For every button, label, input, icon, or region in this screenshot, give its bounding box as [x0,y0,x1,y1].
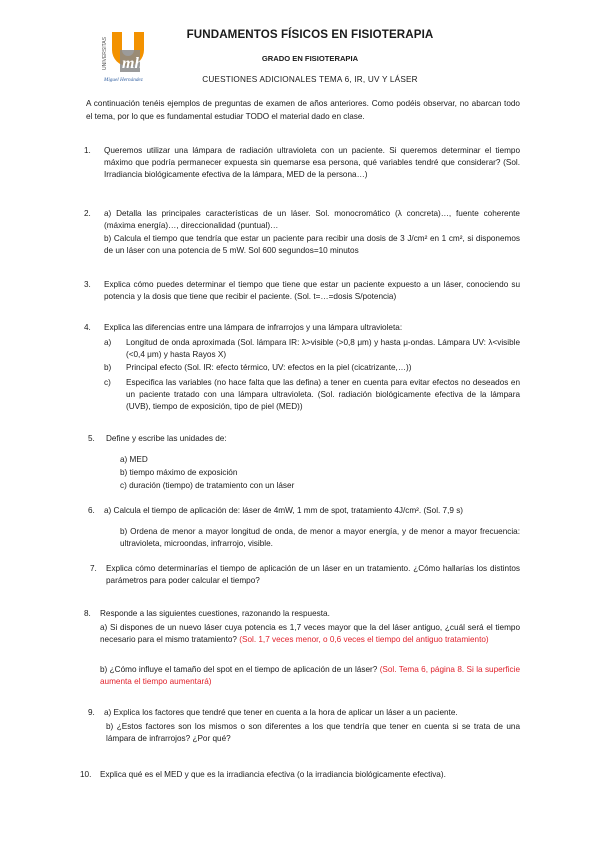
question-text: Explica las diferencias entre una lámpara de infrarrojos y una lámpara ultravioleta: [104,323,403,332]
question-part-a: a) Detalla las principales características de un láser. Sol. monocromático (λ concreta)…, fuente coherente (máxima energía)…, direccionalidad (puntual)… [104,209,520,231]
sub-label: b) [104,363,112,372]
question-text: Explica cómo determinarías el tiempo de aplicación de un láser en un tratamiento. ¿Cómo hallarías los distintos parámetros para poder calcular el tiempo? [106,564,520,586]
question-part-a: a) Explica los factores que tendré que tener en cuenta a la hora de aplicar un láser a un paciente. [104,708,458,717]
part-a-solution: (Sol. 1,7 veces menor, o 0,6 veces el tiempo del antiguo tratamiento) [239,635,489,645]
university-logo-icon [100,28,158,84]
question-number: 8. [84,609,91,618]
sub-item-b: Principal efecto (Sol. IR: efecto térmico, UV: efectos en la piel (cicatrizante,…)) [126,363,412,372]
part-b-text: b) ¿Cómo influye el tamaño del spot en el tiempo de aplicación de un láser? [100,665,378,674]
document-title: FUNDAMENTOS FÍSICOS EN FISIOTERAPIA [186,28,434,41]
document-subtitle: GRADO EN FISIOTERAPIA [261,54,359,63]
question-part-b [100,664,520,688]
question-part-b: b) Ordena de menor a mayor longitud de onda, de menor a mayor energía, y de menor a mayor frecuencia: ultravioleta, microondas, infrarrojo, visible. [120,527,520,549]
question-number: 6. [88,506,95,515]
question-number: 9. [88,708,95,717]
question-number: 5. [88,434,95,443]
logo-vertical-text: UNIVERSITAS [102,37,108,70]
sub-label: a) [104,338,112,347]
sub-label: c) [104,378,111,387]
part-a-text: a) Si dispones de un nuevo láser cuya potencia es 1,7 veces mayor que la del láser antiguo, ¿cuál será el tiempo necesario para el mismo tratamiento? [100,623,520,645]
question-text: Explica cómo puedes determinar el tiempo que tiene que estar un paciente expuesto a un láser, conociendo su potencia y la dosis que tiene que recibir el paciente. (Sol. t=…=dosis S/potencia) [104,280,520,302]
question-text: Explica qué es el MED y que es la irradiancia efectiva (o la irradiancia biológicamente efectiva). [100,770,446,779]
svg-text:mh: mh [122,55,144,72]
sub-item-b: b) tiempo máximo de exposición [120,468,238,477]
question-text: Responde a las siguientes cuestiones, razonando la respuesta. [100,609,330,618]
sub-item-a: a) MED [120,455,148,464]
university-logo [100,28,158,84]
question-number: 1. [84,146,91,155]
document-topic: CUESTIONES ADICIONALES TEMA 6, IR, UV Y LÁSER [202,75,418,84]
question-part-b: b) Calcula el tiempo que tendría que estar un paciente para recibir una dosis de 3 J/cm² en 1 cm², si disponemos de un láser con una potencia de 5 mW. Sol 600 segundos=10 minutos [104,234,520,256]
question-part-b: b) ¿Estos factores son los mismos o son diferentes a los que tendría que tener en cuenta si se trata de una lámpara de infrarrojos? ¿Por qué? [106,722,520,744]
part-b-solution: (Sol. Tema 6, página 8. Si la superficie aumenta el tiempo aumentará) [100,665,520,687]
intro-paragraph: A continuación tenéis ejemplos de preguntas de examen de años anteriores. Como podéis observar, no abarcan todo el tema, por lo que es fundamental estudiar TODO el material dado en clase. [86,99,520,121]
sub-item-c: Especifica las variables (no hace falta que las defina) a tener en cuenta para evitar efectos no deseados en un paciente tratado con una lámpara ultravioleta. (Sol. radiación biológicamente efectiva de la lámpara (UVB), tiempo de exposición, tipo de piel (MED)) [126,378,520,412]
question-part-a: a) Calcula el tiempo de aplicación de: láser de 4mW, 1 mm de spot, tratamiento 4J/cm². (Sol. 7,9 s) [104,506,464,515]
question-number: 4. [84,323,91,332]
question-text: Queremos utilizar una lámpara de radiación ultravioleta con un paciente. Si queremos determinar el tiempo máximo que podría permanecer expuesta sin quemarse esa persona, qué variables tendré que considerar? (Sol. Irradiancia biológicamente efectiva de la lámpara, MED de la persona…) [104,146,520,180]
question-text: Define y escribe las unidades de: [106,434,227,443]
sub-item-c: c) duración (tiempo) de tratamiento con un láser [120,481,295,490]
question-number: 3. [84,280,91,289]
question-number: 10. [80,770,92,779]
question-number: 2. [84,209,91,218]
question-part-a [100,622,520,646]
question-number: 7. [90,564,97,573]
sub-item-a: Longitud de onda aproximada (Sol. lámpara IR: λ>visible (>0,8 μm) y hasta μ-ondas. Lámpara UV: λ<visible (<0,4 μm) y hasta Rayos X) [126,338,520,360]
logo-caption: Miguel Hernández [104,77,143,83]
